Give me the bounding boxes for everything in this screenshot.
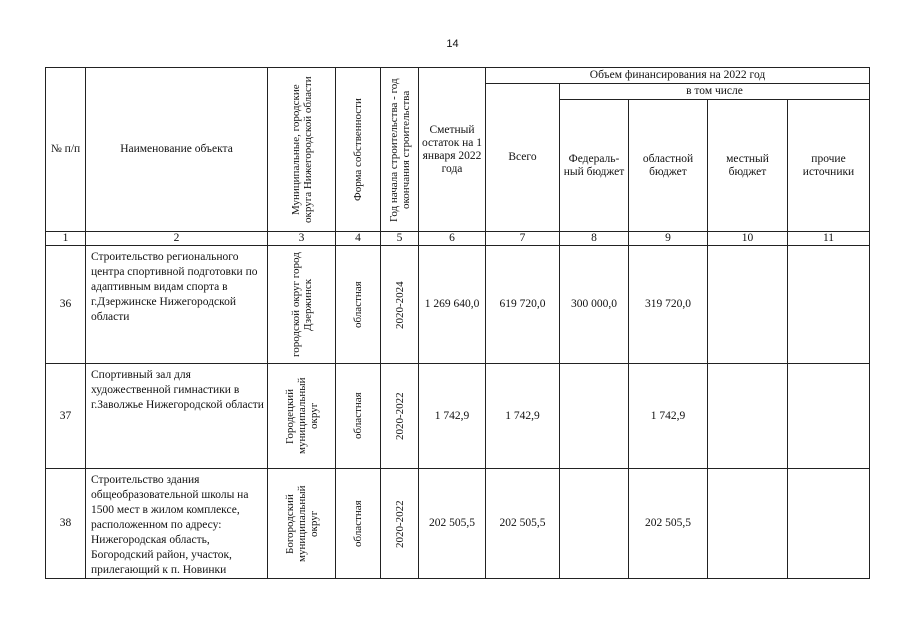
total-cell: 202 505,5 <box>486 469 560 579</box>
ownership-cell <box>336 246 381 364</box>
years-cell <box>381 469 419 579</box>
column-number: 1 <box>46 232 86 246</box>
page-number: 14 <box>446 38 459 50</box>
column-number: 8 <box>560 232 629 246</box>
other-cell <box>788 246 870 364</box>
column-number: 5 <box>381 232 419 246</box>
column-number: 3 <box>268 232 336 246</box>
object-name: Строительство регионального центра спортивной подготовки по адаптивным видам спорта в г.Дзержинске Нижегородской области <box>86 246 268 364</box>
years-text: 2020-2024 <box>393 280 406 329</box>
total-cell: 619 720,0 <box>486 246 560 364</box>
column-number: 6 <box>419 232 486 246</box>
header-ownership <box>336 68 381 232</box>
remaining-cell: 202 505,5 <box>419 469 486 579</box>
header-regional: областной бюджет <box>629 100 708 232</box>
header-ownership-text: Форма собственности <box>352 98 364 201</box>
table-row <box>46 469 870 579</box>
municipality-text: Городецкий муниципальный округ <box>283 377 320 455</box>
table-row <box>46 246 870 364</box>
years-cell <box>381 364 419 469</box>
municipality-text: городской округ город Дзержинск <box>289 252 314 357</box>
other-cell <box>788 364 870 469</box>
ownership-text: областная <box>352 281 364 328</box>
regional-cell: 1 742,9 <box>629 364 708 469</box>
row-number: 37 <box>46 364 86 469</box>
header-num: № п/п <box>46 68 86 232</box>
header-years <box>381 68 419 232</box>
row-number: 36 <box>46 246 86 364</box>
municipality-text: Богородский муниципальный округ <box>283 485 320 562</box>
table-row <box>46 364 870 469</box>
column-number: 4 <box>336 232 381 246</box>
federal-cell <box>560 469 629 579</box>
local-cell <box>708 246 788 364</box>
header-name: Наименование объекта <box>86 68 268 232</box>
federal-cell: 300 000,0 <box>560 246 629 364</box>
ownership-cell <box>336 364 381 469</box>
column-number: 11 <box>788 232 870 246</box>
years-text: 2020-2022 <box>393 392 406 440</box>
header-federal: Федераль-ный бюджет <box>560 100 629 232</box>
ownership-text: областная <box>352 500 364 547</box>
column-number: 7 <box>486 232 560 246</box>
years-cell <box>381 246 419 364</box>
column-number: 9 <box>629 232 708 246</box>
header-total: Всего <box>486 84 560 232</box>
ownership-text: областная <box>352 392 364 440</box>
years-text: 2020-2022 <box>393 499 406 548</box>
federal-cell <box>560 364 629 469</box>
header-including: в том числе <box>560 84 870 100</box>
column-number-row <box>46 232 870 246</box>
header-funding-group: Объем финансирования на 2022 год <box>486 68 870 84</box>
remaining-cell: 1 269 640,0 <box>419 246 486 364</box>
local-cell <box>708 364 788 469</box>
header-other: прочие источники <box>788 100 870 232</box>
municipality-cell <box>268 469 336 579</box>
header-local: местный бюджет <box>708 100 788 232</box>
total-cell: 1 742,9 <box>486 364 560 469</box>
object-name: Спортивный зал для художественной гимнастики в г.Заволжье Нижегородской области <box>86 364 268 469</box>
local-cell <box>708 469 788 579</box>
row-number: 38 <box>46 469 86 579</box>
financing-table <box>45 67 870 579</box>
municipality-cell <box>268 364 336 469</box>
header-remaining: Сметный остаток на 1 января 2022 года <box>419 68 486 232</box>
regional-cell: 319 720,0 <box>629 246 708 364</box>
object-name: Строительство здания общеобразовательной школы на 1500 мест в жилом комплексе, расположенном по адресу: Нижегородская область, Богородский район, участок, прилегающий к п. Новинки <box>86 469 268 579</box>
header-row-1 <box>46 68 870 84</box>
ownership-cell <box>336 469 381 579</box>
column-number: 10 <box>708 232 788 246</box>
remaining-cell: 1 742,9 <box>419 364 486 469</box>
header-years-text: Год начала строительства - год окончания строительства <box>387 77 412 222</box>
regional-cell: 202 505,5 <box>629 469 708 579</box>
municipality-cell <box>268 246 336 364</box>
header-municipality-text: Муниципальные, городские округа Нижегородской области <box>289 76 314 223</box>
header-municipality <box>268 68 336 232</box>
other-cell <box>788 469 870 579</box>
column-number: 2 <box>86 232 268 246</box>
